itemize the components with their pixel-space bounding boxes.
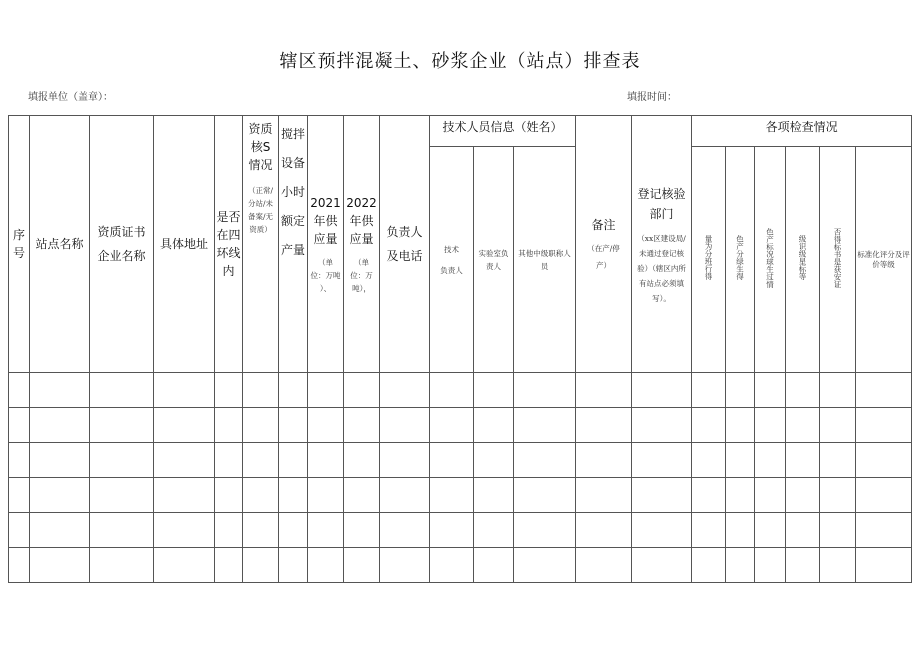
header-address: 具体地址 (154, 116, 215, 373)
table-cell[interactable] (632, 513, 692, 548)
inspection-table (8, 115, 912, 583)
table-cell[interactable] (308, 513, 344, 548)
table-cell[interactable] (755, 443, 786, 478)
table-cell[interactable] (786, 548, 820, 583)
header-tech-lead: 技术 负责人 (430, 147, 474, 373)
table-cell[interactable] (154, 513, 215, 548)
table-cell[interactable] (726, 548, 755, 583)
table-cell[interactable] (9, 408, 30, 443)
table-cell[interactable] (474, 478, 514, 513)
table-cell[interactable] (90, 443, 154, 478)
table-cell[interactable] (820, 408, 856, 443)
header-supply-2021: 2021 年供 应量 （单 位：万吨 ）、 (308, 116, 344, 373)
table-cell[interactable] (474, 548, 514, 583)
table-cell[interactable] (154, 478, 215, 513)
table-cell[interactable] (154, 548, 215, 583)
table-cell[interactable] (380, 408, 430, 443)
table-row (9, 443, 912, 478)
header-insp-last: 标准化评分及评价等级 (856, 147, 912, 373)
table-cell[interactable] (856, 443, 912, 478)
header-inspections: 各项检查情况 (692, 116, 912, 147)
table-cell[interactable] (380, 513, 430, 548)
table-cell[interactable] (726, 443, 755, 478)
page-title: 辖区预拌混凝土、砂浆企业（站点）排查表 (279, 51, 641, 72)
header-insp-1: 量为分班行得 (692, 147, 726, 373)
table-cell[interactable] (9, 548, 30, 583)
table-cell[interactable] (820, 373, 856, 408)
table-cell[interactable] (308, 548, 344, 583)
header-other-staff: 其他中级职称人 员 (514, 147, 576, 373)
header-cert-company: 资质证书 企业名称 (90, 116, 154, 373)
header-insp-3: 色产标况球生过情 (755, 147, 786, 373)
table-cell[interactable] (308, 373, 344, 408)
table-cell[interactable] (279, 548, 308, 583)
table-cell[interactable] (90, 373, 154, 408)
table-cell[interactable] (154, 443, 215, 478)
table-cell[interactable] (308, 478, 344, 513)
table-cell[interactable] (514, 408, 576, 443)
header-insp-4: 级识级星标等 (786, 147, 820, 373)
table-cell[interactable] (215, 373, 243, 408)
header-qualification: 资质 核S 情况 （正常/ 分站/未 备案/无 资质） (243, 116, 279, 373)
header-site-name: 站点名称 (30, 116, 90, 373)
fill-unit-label: 填报单位（盖章）： (28, 92, 113, 103)
table-cell[interactable] (344, 373, 380, 408)
table-cell[interactable] (9, 373, 30, 408)
table-cell[interactable] (856, 513, 912, 548)
table-cell[interactable] (344, 408, 380, 443)
table-cell[interactable] (430, 478, 474, 513)
table-cell[interactable] (430, 443, 474, 478)
table-cell[interactable] (755, 373, 786, 408)
table-cell[interactable] (243, 478, 279, 513)
table-cell[interactable] (514, 548, 576, 583)
table-cell[interactable] (243, 373, 279, 408)
table-cell[interactable] (786, 373, 820, 408)
table-row (9, 478, 912, 513)
table-cell[interactable] (380, 548, 430, 583)
table-cell[interactable] (430, 548, 474, 583)
table-cell[interactable] (30, 443, 90, 478)
table-cell[interactable] (9, 513, 30, 548)
table-cell[interactable] (755, 548, 786, 583)
table-cell[interactable] (692, 513, 726, 548)
table-cell[interactable] (243, 548, 279, 583)
table-row (9, 548, 912, 583)
table-cell[interactable] (308, 408, 344, 443)
header-lab-lead: 实验室负 责人 (474, 147, 514, 373)
table-cell[interactable] (30, 478, 90, 513)
header-tech-staff: 技术人员信息（姓名） (430, 116, 576, 147)
table-row (9, 513, 912, 548)
table-cell[interactable] (154, 373, 215, 408)
header-seq: 序号 (9, 116, 30, 373)
table-cell[interactable] (90, 513, 154, 548)
table-cell[interactable] (820, 443, 856, 478)
table-cell[interactable] (243, 443, 279, 478)
table-cell[interactable] (514, 373, 576, 408)
table-cell[interactable] (344, 443, 380, 478)
table-cell[interactable] (856, 478, 912, 513)
table-cell[interactable] (154, 408, 215, 443)
table-cell[interactable] (430, 408, 474, 443)
table-cell[interactable] (215, 443, 243, 478)
table-cell[interactable] (90, 548, 154, 583)
table-cell[interactable] (380, 443, 430, 478)
table-cell[interactable] (279, 513, 308, 548)
table-cell[interactable] (856, 408, 912, 443)
table-cell[interactable] (786, 478, 820, 513)
table-cell[interactable] (726, 478, 755, 513)
table-cell[interactable] (820, 548, 856, 583)
table-cell[interactable] (726, 408, 755, 443)
table-cell[interactable] (430, 513, 474, 548)
table-cell[interactable] (692, 478, 726, 513)
table-cell[interactable] (632, 548, 692, 583)
table-cell[interactable] (474, 373, 514, 408)
table-cell[interactable] (576, 513, 632, 548)
table-cell[interactable] (279, 373, 308, 408)
table-cell[interactable] (786, 408, 820, 443)
table-cell[interactable] (632, 373, 692, 408)
header-in-ring: 是否 在四 环线 内 (215, 116, 243, 373)
table-cell[interactable] (474, 443, 514, 478)
table-cell[interactable] (786, 443, 820, 478)
table-cell[interactable] (692, 373, 726, 408)
table-cell[interactable] (344, 548, 380, 583)
table-cell[interactable] (755, 408, 786, 443)
header-principal: 负责人 及电话 (380, 116, 430, 373)
table-cell[interactable] (9, 443, 30, 478)
table-cell[interactable] (820, 478, 856, 513)
table-cell[interactable] (243, 513, 279, 548)
table-cell[interactable] (692, 548, 726, 583)
table-cell[interactable] (576, 478, 632, 513)
table-cell[interactable] (856, 548, 912, 583)
table-cell[interactable] (90, 478, 154, 513)
table-cell[interactable] (380, 478, 430, 513)
table-cell[interactable] (279, 478, 308, 513)
table-cell[interactable] (30, 513, 90, 548)
table-cell[interactable] (692, 443, 726, 478)
table-cell[interactable] (576, 408, 632, 443)
table-cell[interactable] (692, 408, 726, 443)
header-insp-5: 否得标书是获安证 (820, 147, 856, 373)
table-cell[interactable] (820, 513, 856, 548)
table-cell[interactable] (30, 373, 90, 408)
table-cell[interactable] (632, 443, 692, 478)
table-cell[interactable] (514, 443, 576, 478)
header-remarks: 备注 （在产/停 产） (576, 116, 632, 373)
table-cell[interactable] (380, 373, 430, 408)
table-cell[interactable] (215, 478, 243, 513)
table-cell[interactable] (755, 478, 786, 513)
table-cell[interactable] (308, 443, 344, 478)
table-cell[interactable] (430, 373, 474, 408)
table-cell[interactable] (856, 373, 912, 408)
table-cell[interactable] (726, 513, 755, 548)
table-cell[interactable] (474, 513, 514, 548)
table-cell[interactable] (755, 513, 786, 548)
table-row (9, 373, 912, 408)
table-cell[interactable] (514, 478, 576, 513)
table-cell[interactable] (215, 408, 243, 443)
table-cell[interactable] (9, 478, 30, 513)
header-registration: 登记核验 部门 （xx区建设局/ 未通过登记核 验）（辖区内所 有站点必须填 写）。 (632, 116, 692, 373)
table-cell[interactable] (344, 478, 380, 513)
fill-time-label: 填报时间： (627, 92, 677, 103)
table-cell[interactable] (576, 443, 632, 478)
table-cell[interactable] (30, 548, 90, 583)
table-cell[interactable] (30, 408, 90, 443)
table-cell[interactable] (632, 408, 692, 443)
table-cell[interactable] (243, 408, 279, 443)
table-row (9, 408, 912, 443)
table-cell[interactable] (279, 443, 308, 478)
table-cell[interactable] (215, 513, 243, 548)
table-cell[interactable] (576, 548, 632, 583)
table-cell[interactable] (632, 478, 692, 513)
table-cell[interactable] (215, 548, 243, 583)
header-supply-2022: 2022 年供 应量 （单 位：万 吨）， (344, 116, 380, 373)
table-cell[interactable] (726, 373, 755, 408)
header-mixer: 搅拌 设备 小时 额定 产量 (279, 116, 308, 373)
table-cell[interactable] (279, 408, 308, 443)
table-cell[interactable] (474, 408, 514, 443)
table-cell[interactable] (344, 513, 380, 548)
header-insp-2: 色产分绿生得 (726, 147, 755, 373)
table-cell[interactable] (576, 373, 632, 408)
table-cell[interactable] (514, 513, 576, 548)
table-cell[interactable] (786, 513, 820, 548)
table-cell[interactable] (90, 408, 154, 443)
